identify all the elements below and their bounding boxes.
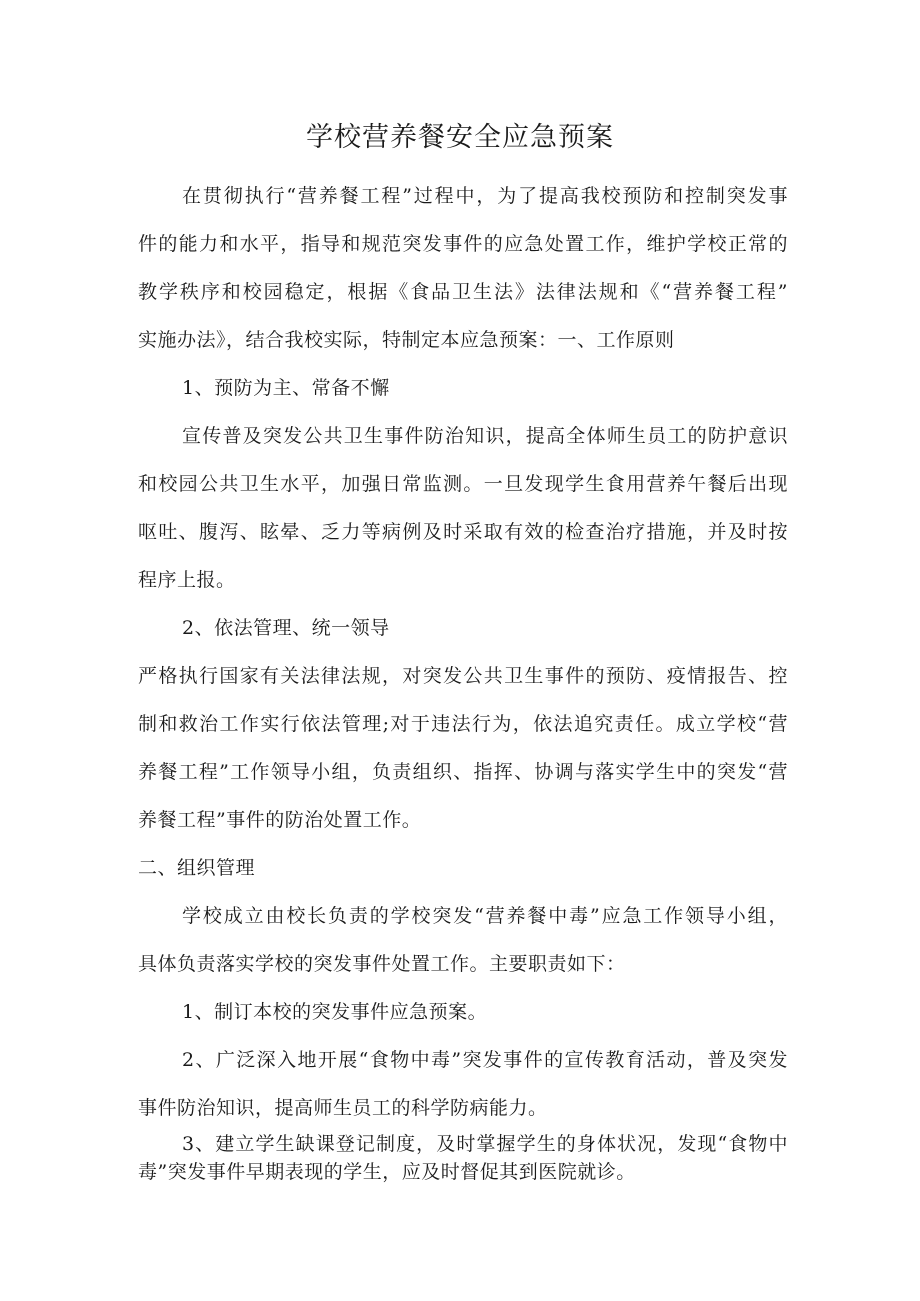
paragraph-line: 事件防治知识，提高师生员工的科学防病能力。 [138, 1097, 548, 1119]
paragraph-line: 程序上报。 [138, 569, 236, 591]
paragraph-line: 呕吐、腹泻、眩晕、乏力等病例及时采取有效的检查治疗措施，并及时按 [138, 521, 788, 543]
paragraph-line: 养餐工程”工作领导小组，负责组织、指挥、协调与落实学生中的突发“营 [138, 761, 788, 783]
paragraph-line: 教学秩序和校园稳定，根据《食品卫生法》法律法规和《“营养餐工程” [138, 281, 788, 303]
paragraph-line: 具体负责落实学校的突发事件处置工作。主要职责如下： [138, 953, 626, 975]
paragraph-line: 在贯彻执行“营养餐工程”过程中，为了提高我校预防和控制突发事 [182, 185, 788, 207]
list-item: 3、建立学生缺课登记制度，及时掌握学生的身体状况，发现“食物中 [182, 1133, 788, 1155]
paragraph-line: 养餐工程”事件的防治处置工作。 [138, 809, 422, 831]
paragraph-line: 宣传普及突发公共卫生事件防治知识，提高全体师生员工的防护意识 [182, 425, 788, 447]
paragraph-line: 实施办法》，结合我校实际，特制定本应急预案：一、工作原则 [138, 329, 675, 351]
section-heading: 1、预防为主、常备不懈 [182, 377, 390, 399]
section-heading: 二、组织管理 [138, 857, 256, 879]
paragraph-line: 和校园公共卫生水平，加强日常监测。一旦发现学生食用营养午餐后出现 [138, 473, 788, 495]
list-item: 1、制订本校的突发事件应急预案。 [182, 1001, 488, 1023]
paragraph-line: 毒”突发事件早期表现的学生，应及时督促其到医院就诊。 [138, 1161, 636, 1183]
document-title: 学校营养餐安全应急预案 [306, 122, 614, 153]
paragraph-line: 严格执行国家有关法律法规，对突发公共卫生事件的预防、疫情报告、控 [138, 665, 788, 687]
list-item: 2、广泛深入地开展“食物中毒”突发事件的宣传教育活动，普及突发 [182, 1049, 788, 1071]
paragraph-line: 件的能力和水平，指导和规范突发事件的应急处置工作，维护学校正常的 [138, 233, 788, 255]
section-heading: 2、依法管理、统一领导 [182, 617, 390, 639]
paragraph-line: 制和救治工作实行依法管理;对于违法行为，依法追究责任。成立学校“营 [138, 713, 788, 735]
paragraph-line: 学校成立由校长负责的学校突发“营养餐中毒”应急工作领导小组， [182, 905, 788, 927]
